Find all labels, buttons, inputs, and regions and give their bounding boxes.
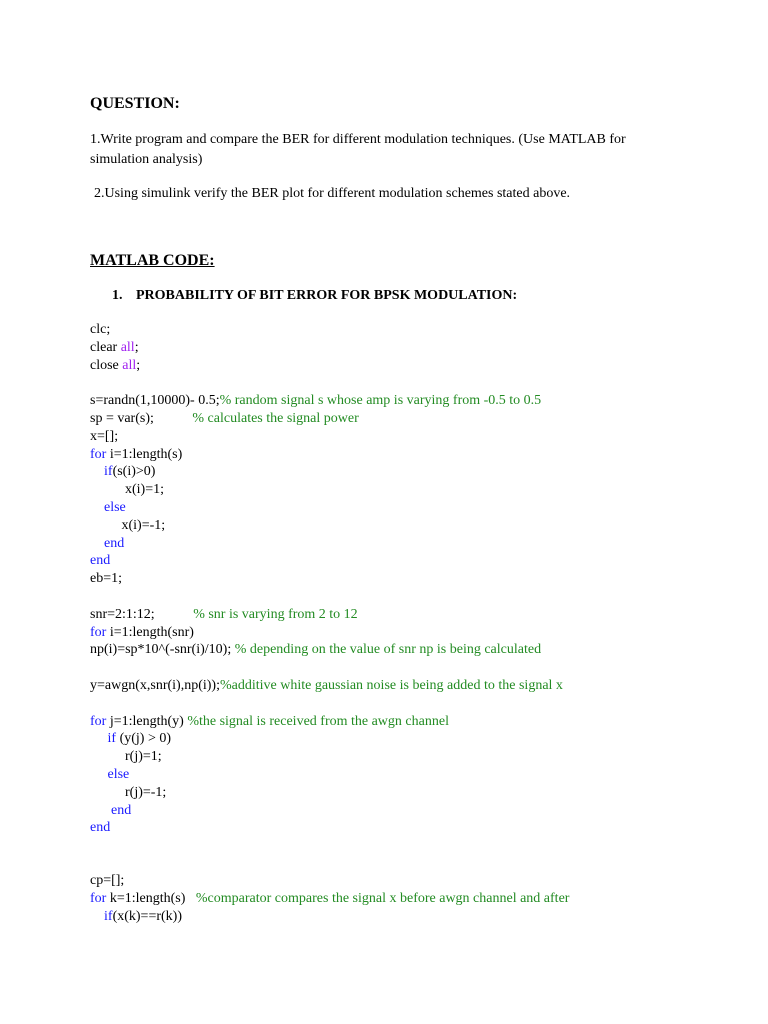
code-line xyxy=(90,890,569,908)
code-text xyxy=(90,500,104,515)
code-comment: %additive white gaussian noise is being added to the signal x xyxy=(219,677,563,693)
code-comment: % calculates the signal power xyxy=(192,410,359,426)
code-text: ; xyxy=(134,339,139,355)
code-keyword: end xyxy=(90,553,111,569)
question-item-1-line-2: simulation analysis) xyxy=(90,152,203,167)
code-text: x=[]; xyxy=(90,428,119,444)
code-keyword: else xyxy=(104,499,126,515)
code-line xyxy=(90,481,563,499)
code-line xyxy=(90,552,563,570)
code-line xyxy=(90,321,563,339)
code-text xyxy=(90,464,104,479)
section-title: PROBABILITY OF BIT ERROR FOR BPSK MODULATION: xyxy=(136,288,518,303)
code-line xyxy=(90,392,563,410)
code-string: all xyxy=(120,339,135,355)
code-keyword: if xyxy=(107,731,117,747)
code-line xyxy=(90,357,563,375)
code-text: k=1:length(s) xyxy=(106,890,196,906)
question-item-2: 2.Using simulink verify the BER plot for different modulation schemes stated above. xyxy=(94,186,571,201)
code-line xyxy=(90,517,563,535)
code-line xyxy=(90,659,563,677)
code-text: y=awgn(x,snr(i),np(i)); xyxy=(90,677,220,693)
code-keyword: for xyxy=(90,624,107,640)
code-comment: % snr is varying from 2 to 12 xyxy=(193,606,358,622)
code-block-2 xyxy=(90,872,569,925)
question-heading: QUESTION: xyxy=(90,95,180,112)
code-text: i=1:length(snr) xyxy=(106,624,194,640)
code-line xyxy=(90,588,563,606)
code-text: (s(i)>0) xyxy=(112,464,156,480)
code-block-1 xyxy=(90,321,563,837)
code-keyword: if xyxy=(104,464,113,480)
code-comment: % depending on the value of snr np is being calculated xyxy=(234,642,542,658)
code-keyword: end xyxy=(111,802,132,818)
code-text: x(i)=-1; xyxy=(90,517,166,533)
code-keyword: for xyxy=(90,713,107,729)
code-text: x(i)=1; xyxy=(90,482,164,498)
code-line xyxy=(90,339,563,357)
code-line xyxy=(90,784,563,802)
code-text xyxy=(90,909,104,924)
code-keyword: for xyxy=(90,890,107,906)
code-text: sp = var(s); xyxy=(90,410,193,426)
code-line xyxy=(90,819,563,837)
code-line xyxy=(90,802,563,820)
code-text xyxy=(90,536,104,551)
code-keyword: else xyxy=(107,766,130,782)
code-comment: % random signal s whose amp is varying from -0.5 to 0.5 xyxy=(219,393,542,409)
code-line xyxy=(90,641,563,659)
code-line xyxy=(90,499,563,517)
code-line xyxy=(90,624,563,642)
code-text: r(j)=1; xyxy=(90,749,162,765)
code-text xyxy=(90,803,111,818)
code-text: np(i)=sp*10^(-snr(i)/10); xyxy=(90,642,235,658)
code-line xyxy=(90,695,563,713)
code-text: eb=1; xyxy=(90,571,122,587)
code-line xyxy=(90,570,563,588)
code-keyword: end xyxy=(90,820,111,836)
code-line xyxy=(90,730,563,748)
code-text: snr=2:1:12; xyxy=(90,606,194,622)
code-line xyxy=(90,606,563,624)
code-text: s=randn(1,10000)- 0.5; xyxy=(90,393,220,409)
section-subheading xyxy=(112,288,517,304)
code-comment: %comparator compares the signal x before awgn channel and after xyxy=(195,890,570,906)
code-line xyxy=(90,713,563,731)
code-text: (x(k)==r(k)) xyxy=(112,908,182,924)
code-string: all xyxy=(122,357,137,373)
code-text xyxy=(90,731,108,746)
code-text: close xyxy=(90,357,123,373)
code-line xyxy=(90,374,563,392)
code-line xyxy=(90,410,563,428)
code-text: j=1:length(y) xyxy=(106,713,188,729)
code-line xyxy=(90,872,569,890)
code-line xyxy=(90,677,563,695)
code-text: (y(j) > 0) xyxy=(116,731,171,747)
code-text: r(j)=-1; xyxy=(90,784,167,800)
code-line xyxy=(90,766,563,784)
code-line xyxy=(90,908,569,926)
code-line xyxy=(90,446,563,464)
code-keyword: end xyxy=(104,535,125,551)
code-line xyxy=(90,428,563,446)
question-item-1-line-1: 1.Write program and compare the BER for different modulation techniques. (Use MATLAB for xyxy=(90,132,626,147)
code-text xyxy=(90,767,108,782)
code-keyword: for xyxy=(90,446,107,462)
code-line xyxy=(90,748,563,766)
code-keyword: if xyxy=(104,908,113,924)
question-item-1 xyxy=(90,130,626,170)
code-text: clc; xyxy=(90,322,111,337)
section-number: 1. xyxy=(112,288,123,303)
code-line xyxy=(90,463,563,481)
matlab-code-heading: MATLAB CODE: xyxy=(90,252,215,269)
code-text: i=1:length(s) xyxy=(106,446,183,462)
code-comment: %the signal is received from the awgn channel xyxy=(187,713,449,729)
code-text: ; xyxy=(136,357,141,373)
code-line xyxy=(90,535,563,553)
code-text: clear xyxy=(90,339,121,355)
code-text: cp=[]; xyxy=(90,873,125,888)
